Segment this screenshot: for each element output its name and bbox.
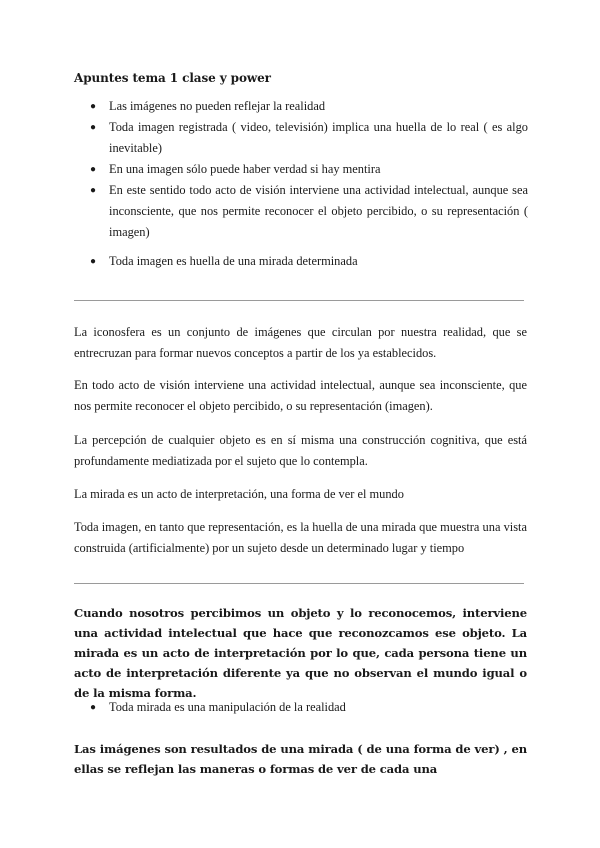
- paragraph: La iconosfera es un conjunto de imágenes que circulan por nuestra realidad, que se entrecruzan para formar nuevos conceptos a partir de los ya establecidos.: [74, 325, 527, 360]
- bullet-icon: ●: [90, 256, 97, 267]
- paragraph: La mirada es un acto de interpretación, una forma de ver el mundo: [74, 487, 404, 501]
- bullet-icon: ●: [90, 702, 97, 713]
- list-item: ● Toda mirada es una manipulación de la realidad: [90, 697, 528, 718]
- horizontal-rule: [74, 300, 524, 301]
- bold-paragraph: Cuando nosotros percibimos un objeto y lo reconocemos, interviene una actividad intelectual que hace que reconozcamos ese objeto. La mirada es un acto de interpretación por lo que, cada persona tiene un acto de interpretación diferente ya que no observan el mundo igual o de la misma forma.: [74, 606, 527, 700]
- bullet-icon: ●: [90, 122, 97, 133]
- paragraph: Toda imagen, en tanto que representación, es la huella de una mirada que muestra una vista construida (artificialmente) por un sujeto desde un determinado lugar y tiempo: [74, 520, 527, 555]
- bullet-list-top: [90, 96, 528, 272]
- bold-paragraph: Las imágenes son resultados de una mirada ( de una forma de ver) , en ellas se reflejan las maneras o formas de ver de cada una: [74, 742, 527, 776]
- list-item: ● En una imagen sólo puede haber verdad si hay mentira: [90, 159, 528, 180]
- list-item: ● Toda imagen registrada ( video, televisión) implica una huella de lo real ( es algo inevitable): [90, 117, 528, 159]
- horizontal-rule: [74, 583, 524, 584]
- bullet-list-middle: [90, 697, 528, 718]
- list-item: ● Las imágenes no pueden reflejar la realidad: [90, 96, 528, 117]
- bullet-icon: ●: [90, 164, 97, 175]
- document-title: Apuntes tema 1 clase y power: [74, 71, 271, 85]
- paragraph: En todo acto de visión interviene una actividad intelectual, aunque sea inconsciente, que nos permite reconocer el objeto percibido, o su representación (imagen).: [74, 378, 527, 413]
- list-item: ● Toda imagen es huella de una mirada determinada: [90, 251, 528, 272]
- paragraph: La percepción de cualquier objeto es en sí misma una construcción cognitiva, que está profundamente mediatizada por el sujeto que lo contempla.: [74, 433, 527, 468]
- bullet-icon: ●: [90, 101, 97, 112]
- list-item: ● En este sentido todo acto de visión interviene una actividad intelectual, aunque sea inconsciente, que nos permite reconocer el objeto percibido, o su representación ( imagen): [90, 180, 528, 243]
- bullet-icon: ●: [90, 185, 97, 196]
